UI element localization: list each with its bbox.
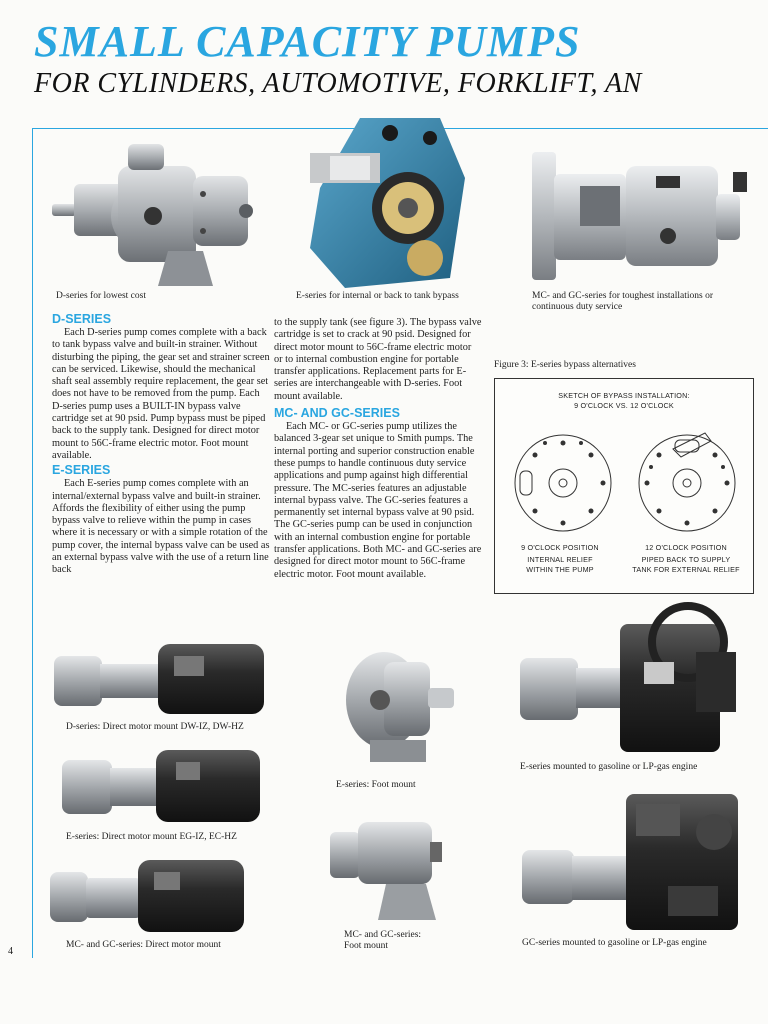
gc-series-engine-mount-photo bbox=[518, 786, 754, 936]
e-series-foot-mount-photo bbox=[340, 640, 460, 770]
e-series-body: Each E-series pump comes complete with an internal/external bypass valve and built-in strainer. Affords the flexibility of either using the pump bypass valve to relieve within the pump in cases where it is necessary or with a simple rotation of the pump cover, the internal bypass valve can be used as an external bypass valve with the use of a return line back bbox=[52, 478, 270, 576]
figure3-box bbox=[494, 378, 754, 594]
mc-gc-series-foot-mount-photo bbox=[326, 812, 446, 924]
figure3-caption: Figure 3: E-series bypass alternatives bbox=[494, 360, 636, 370]
bypass-sketch-diagram bbox=[501, 421, 747, 539]
e-series-direct-caption: E-series: Direct motor mount EG-IZ, EC-HZ bbox=[66, 832, 237, 842]
left-position-label-1: 9 O'CLOCK POSITION bbox=[521, 543, 599, 552]
e-series-direct-mount-photo bbox=[56, 744, 266, 828]
d-series-body: Each D-series pump comes complete with a back to tank bypass valve and built-in strainer. Without disturbing the piping, the gear set and strainer screen can be serviced. Likewise, should the mechanical shaft seal assembly require replacement, the gear set does not have to be removed from the pump. Each D-series pump uses a BUILT-IN bypass valve cartridge set at 90 psid. Pump bypass must be piped back to the supply tank. Designed for direct motor mount to 56C-frame electric motor. Foot mount available. bbox=[52, 327, 270, 461]
d-series-direct-mount-photo bbox=[44, 636, 272, 720]
mc-gc-series-direct-mount-photo bbox=[44, 854, 254, 936]
e-series-body-continued: to the supply tank (see figure 3). The bypass valve cartridge is set to crack at 90 psid. Designed for direct motor mount to 56C-frame electric motor or to internal combustion engine for portable transfer applications. Replacement parts for E-series are interchangeable with D-series. Foot mount available. bbox=[274, 317, 482, 402]
figure3-title-line2: 9 O'CLOCK VS. 12 O'CLOCK bbox=[574, 401, 674, 410]
frame-rule-left bbox=[32, 128, 33, 958]
page-number: 4 bbox=[8, 946, 13, 957]
mc-gc-series-foot-caption-line1: MC- and GC-series: bbox=[344, 930, 422, 940]
mc-gc-series-pump-photo bbox=[528, 146, 750, 286]
d-series-pump-photo bbox=[48, 136, 263, 296]
e-series-engine-mount-photo bbox=[516, 602, 752, 762]
e-series-engine-caption: E-series mounted to gasoline or LP-gas engine bbox=[520, 762, 698, 772]
right-position-label-2: PIPED BACK TO SUPPLY bbox=[641, 555, 731, 564]
gc-series-engine-caption: GC-series mounted to gasoline or LP-gas engine bbox=[522, 938, 707, 948]
mc-gc-series-body: Each MC- or GC-series pump utilizes the balanced 3-gear set unique to Smith pumps. The internal porting and superior construction enable these pumps to handle continuous duty service applications and pump against high differential pressure. The MC-series features an adjustable internal bypass valve. The GC-series features a permanently set internal bypass valve at 90 psid. The GC-series pump can be used in conjunction with an internal combustion engine for portable transfer applications. Both MC- and GC-series are designed for direct motor mount to 56C-frame electric motor. Foot mount available. bbox=[274, 421, 482, 580]
e-series-cutaway-photo bbox=[300, 98, 470, 293]
page-subtitle: FOR CYLINDERS, AUTOMOTIVE, FORKLIFT, AN bbox=[34, 68, 642, 99]
mc-gc-series-heading: MC- AND GC-SERIES bbox=[274, 406, 400, 421]
left-position-label-2: INTERNAL RELIEF bbox=[527, 555, 593, 564]
d-series-heading: D-SERIES bbox=[52, 312, 112, 326]
d-series-direct-caption: D-series: Direct motor mount DW-IZ, DW-HZ bbox=[66, 722, 244, 732]
figure3-title-line1: SKETCH OF BYPASS INSTALLATION: bbox=[558, 391, 690, 400]
page-title: SMALL CAPACITY PUMPS bbox=[34, 17, 581, 66]
right-position-label-3: TANK FOR EXTERNAL RELIEF bbox=[632, 565, 740, 574]
e-series-heading: E-SERIES bbox=[52, 463, 111, 478]
d-series-caption: D-series for lowest cost bbox=[56, 291, 146, 301]
right-position-label-1: 12 O'CLOCK POSITION bbox=[645, 543, 727, 552]
e-series-caption: E-series for internal or back to tank bypass bbox=[296, 291, 459, 301]
column-2 bbox=[274, 317, 482, 629]
left-position-label-3: WITHIN THE PUMP bbox=[526, 565, 594, 574]
column-1 bbox=[52, 312, 270, 628]
e-series-foot-caption: E-series: Foot mount bbox=[336, 780, 416, 790]
mc-gc-series-foot-caption-line2: Foot mount bbox=[344, 941, 389, 951]
mc-gc-series-caption: MC- and GC-series for toughest installations or continuous duty service bbox=[532, 291, 714, 312]
mc-gc-series-direct-caption: MC- and GC-series: Direct motor mount bbox=[66, 940, 221, 950]
